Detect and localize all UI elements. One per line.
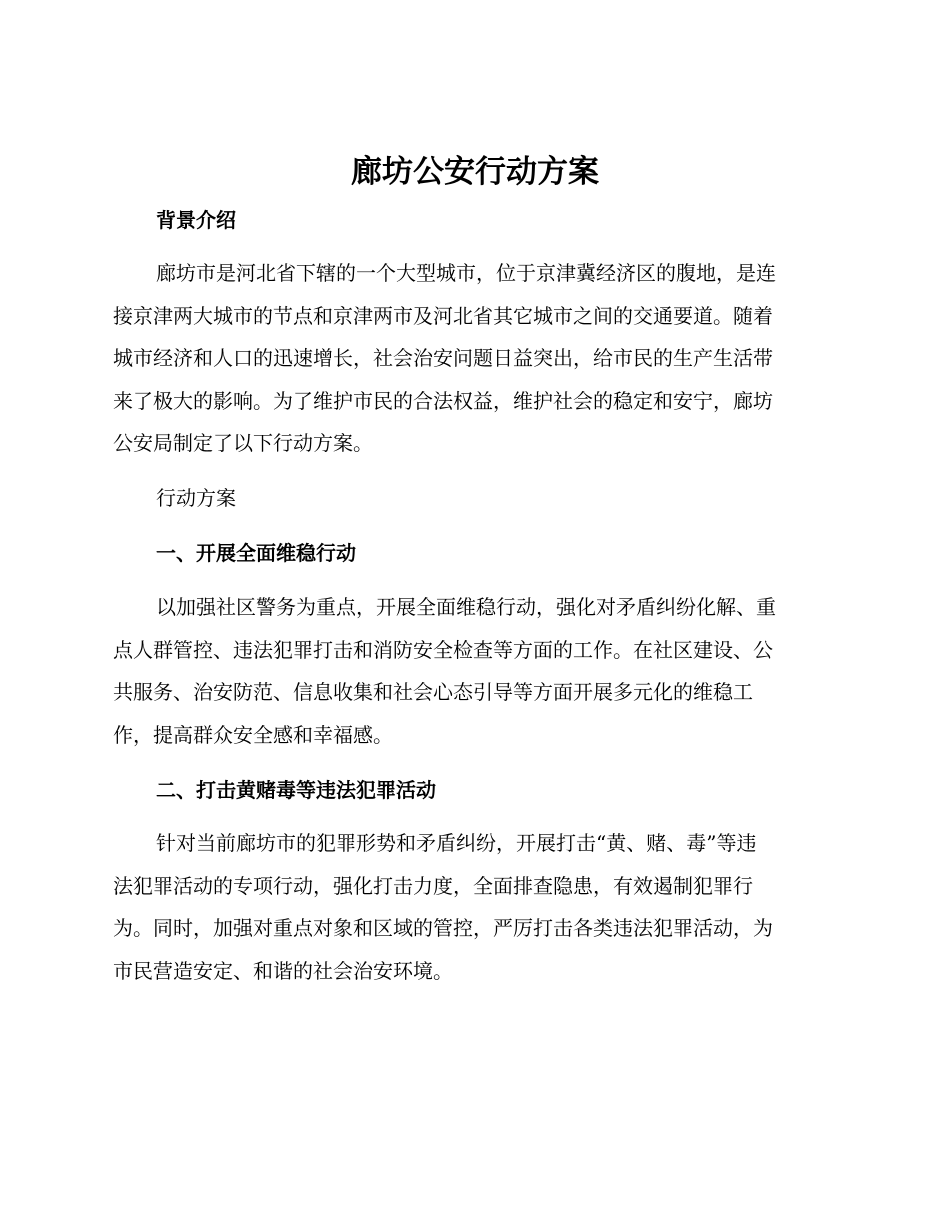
document-title: 廊坊公安行动方案	[351, 154, 599, 190]
item1-paragraph	[113, 586, 833, 756]
paragraph-line: 以加强社区警务为重点，开展全面维稳行动，强化对矛盾纠纷化解、重	[156, 595, 776, 619]
paragraph-line: 市民营造安定、和谐的社会治安环境。	[113, 958, 453, 983]
section-heading-background: 背景介绍	[156, 208, 236, 232]
item2-paragraph	[113, 822, 833, 992]
section-heading-plan: 行动方案	[156, 486, 236, 510]
paragraph-line: 公安局制定了以下行动方案。	[113, 431, 373, 455]
paragraph-line: 来了极大的影响。为了维护市民的合法权益，维护社会的稳定和安宁，廊坊	[113, 388, 773, 413]
paragraph-line: 法犯罪活动的专项行动，强化打击力度，全面排查隐患，有效遏制犯罪行	[113, 873, 753, 898]
background-paragraph	[113, 252, 833, 465]
paragraph-line: 作，提高群众安全感和幸福感。	[113, 722, 393, 747]
paragraph-line: 廊坊市是河北省下辖的一个大型城市，位于京津冀经济区的腹地，是连	[156, 261, 776, 285]
paragraph-line: 针对当前廊坊市的犯罪形势和矛盾纠纷，开展打击“黄、赌、毒”等违	[156, 831, 757, 855]
paragraph-line: 城市经济和人口的迅速增长，社会治安问题日益突出，给市民的生产生活带	[113, 346, 773, 370]
paragraph-line: 共服务、治安防范、信息收集和社会心态引导等方面开展多元化的维稳工	[113, 680, 753, 704]
paragraph-line: 点人群管控、违法犯罪打击和消防安全检查等方面的工作。在社区建设、公	[113, 637, 773, 662]
item1-heading: 一、开展全面维稳行动	[156, 541, 356, 565]
paragraph-line: 为。同时，加强对重点对象和区域的管控，严厉打击各类违法犯罪活动，为	[113, 916, 773, 940]
paragraph-line: 接京津两大城市的节点和京津两市及河北省其它城市之间的交通要道。随着	[113, 303, 773, 328]
item2-heading: 二、打击黄赌毒等违法犯罪活动	[156, 778, 436, 802]
